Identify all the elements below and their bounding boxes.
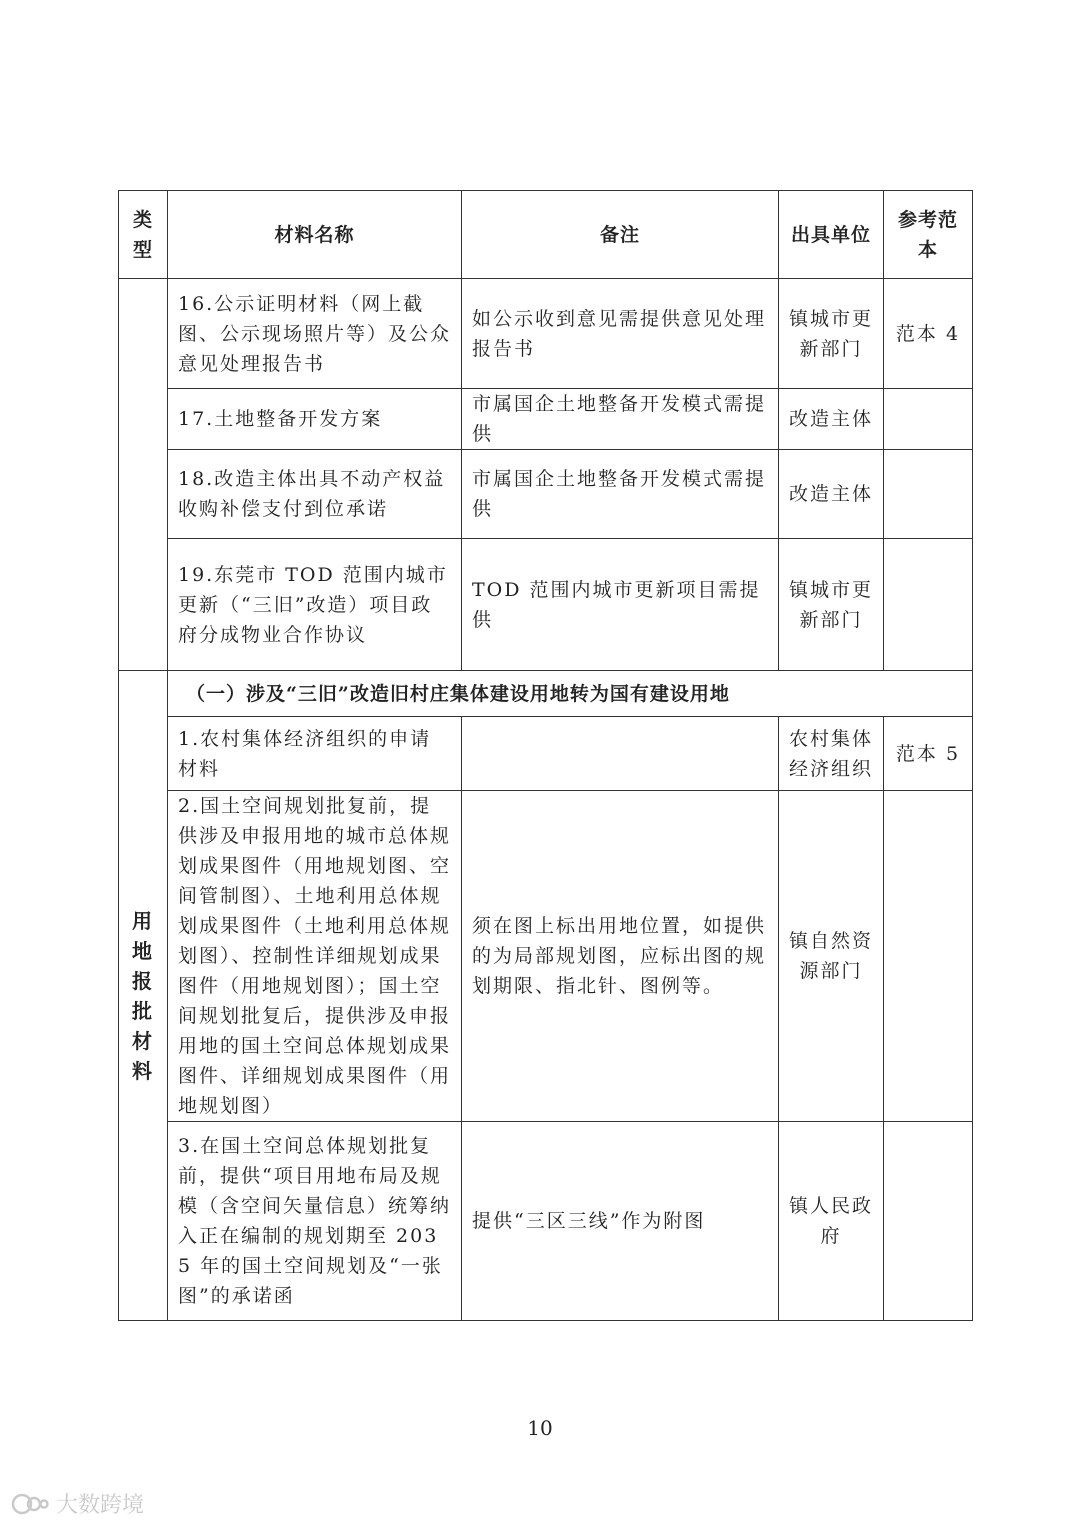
- material-note: 市属国企土地整备开发模式需提供: [462, 389, 779, 450]
- table-row: [119, 791, 973, 1122]
- material-note: 提供“三区三线”作为附图: [462, 1122, 779, 1321]
- material-note: 如公示收到意见需提供意见处理报告书: [462, 279, 779, 389]
- materials-table: [118, 190, 973, 1321]
- material-note: [462, 717, 779, 791]
- material-issuer: 镇自然资源部门: [779, 791, 884, 1122]
- material-issuer: 镇城市更新部门: [779, 539, 884, 671]
- material-template: 范本 5: [884, 717, 973, 791]
- material-template: 范本 4: [884, 279, 973, 389]
- material-name: 19.东莞市 TOD 范围内城市更新（“三旧”改造）项目政府分成物业合作协议: [168, 539, 462, 671]
- material-template: [884, 1122, 973, 1321]
- material-issuer: 改造主体: [779, 389, 884, 450]
- type-cell-land-approval: 用地报批材料: [119, 671, 168, 1321]
- watermark-text: 大数跨境: [56, 1493, 145, 1518]
- material-note: 市属国企土地整备开发模式需提供: [462, 450, 779, 539]
- material-template: [884, 791, 973, 1122]
- material-issuer: 农村集体经济组织: [779, 717, 884, 791]
- material-name: 17.土地整备开发方案: [168, 389, 462, 450]
- watermark-logo-icon: [10, 1491, 50, 1517]
- header-note: 备注: [462, 191, 779, 279]
- material-template: [884, 539, 973, 671]
- material-issuer: 镇城市更新部门: [779, 279, 884, 389]
- table-row: [119, 1122, 973, 1321]
- table-row: [119, 539, 973, 671]
- section-heading-row: [119, 671, 973, 717]
- material-name: 18.改造主体出具不动产权益收购补偿支付到位承诺: [168, 450, 462, 539]
- section-heading: （一）涉及“三旧”改造旧村庄集体建设用地转为国有建设用地: [168, 671, 973, 717]
- table-row: [119, 279, 973, 389]
- material-note: 须在图上标出用地位置，如提供的为局部规划图，应标出图的规划期限、指北针、图例等。: [462, 791, 779, 1122]
- watermark: [10, 1488, 144, 1519]
- material-name: 2.国土空间规划批复前，提供涉及申报用地的城市总体规划成果图件（用地规划图、空间管制图）、土地利用总体规划成果图件（土地利用总体规划图）、控制性详细规划成果图件（用地规划图）；国土空间规划批复后，提供涉及申报用地的国土空间总体规划成果图件、详细规划成果图件（用地规划图）: [168, 791, 462, 1122]
- header-issuer: 出具单位: [779, 191, 884, 279]
- table-row: [119, 717, 973, 791]
- header-type: 类型: [119, 191, 168, 279]
- material-issuer: 改造主体: [779, 450, 884, 539]
- material-name: 16.公示证明材料（网上截图、公示现场照片等）及公众意见处理报告书: [168, 279, 462, 389]
- material-issuer: 镇人民政府: [779, 1122, 884, 1321]
- material-template: [884, 450, 973, 539]
- material-name: 1.农村集体经济组织的申请材料: [168, 717, 462, 791]
- material-name: 3.在国土空间总体规划批复前，提供“项目用地布局及规模（含空间矢量信息）统筹纳入正在编制的规划期至 2035 年的国土空间规划及“一张图”的承诺函: [168, 1122, 462, 1321]
- material-template: [884, 389, 973, 450]
- table-row: [119, 389, 973, 450]
- header-row: [119, 191, 973, 279]
- header-template: 参考范本: [884, 191, 973, 279]
- header-name: 材料名称: [168, 191, 462, 279]
- material-note: TOD 范围内城市更新项目需提供: [462, 539, 779, 671]
- type-cell-empty: [119, 279, 168, 671]
- page-number: 10: [527, 1416, 553, 1440]
- table-row: [119, 450, 973, 539]
